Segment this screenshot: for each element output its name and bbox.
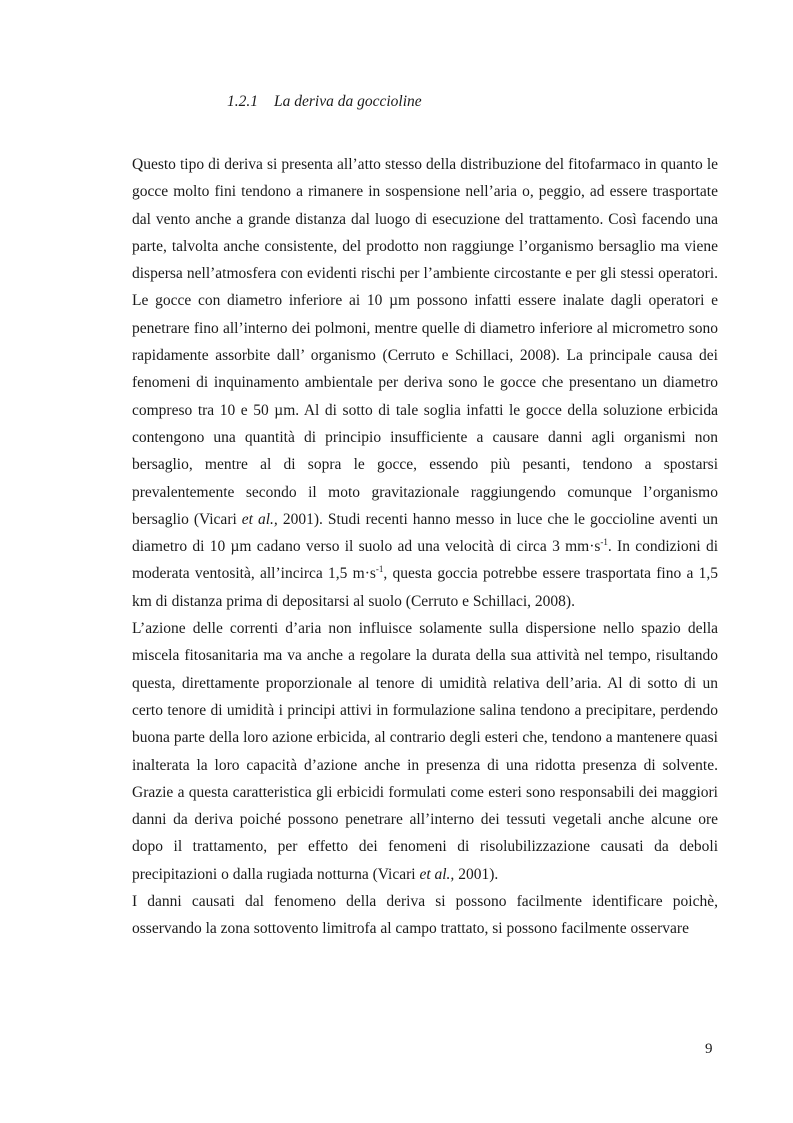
superscript-exponent: -1 xyxy=(600,537,608,548)
paragraph-3 xyxy=(132,888,718,943)
paragraph-1-part-c: . In condizioni di moderata ventosità, all’incirca 1,5 m·s xyxy=(132,538,718,583)
paragraph-2-part-a: L’azione delle correnti d’aria non influisce solamente sulla dispersione nello spazio della miscela fitosanitaria ma va anche a regolare la durata della sua attività nel tempo, risultando questa, direttamente proporzionale al tenore di umidità relativa dell’aria. Al di sotto di un certo tenore di umidità i principi attivi in formulazione salina tendono a precipitare, perdendo buona parte della loro azione erbicida, al contrario degli esteri che, tendono a mantenere quasi inalterata la loro capacità d’azione anche in presenza di una ridotta presenza di solvente. Grazie a questa caratteristica gli erbicidi formulati come esteri sono responsabili dei maggiori danni da deriva poiché possono penetrare all’interno dei tessuti vegetali anche alcune ore dopo il trattamento, per effetto dei fenomeni di risolubilizzazione causati da deboli precipitazioni o dalla rugiada notturna (Vicari xyxy=(132,620,718,883)
section-heading xyxy=(227,93,422,111)
paragraph-3-part-a: I danni causati dal fenomeno della deriva si possono facilmente identificare poichè, osservando la zona sottovento limitrofa al campo trattato, si possono facilmente osservare xyxy=(132,893,718,938)
citation-et-al: et al., xyxy=(419,865,455,883)
paragraph-2-part-b: 2001). xyxy=(454,865,499,883)
paragraph-1 xyxy=(132,151,718,615)
section-number: 1.2.1 xyxy=(227,93,258,110)
paragraph-2 xyxy=(132,615,718,888)
body-text xyxy=(132,151,718,943)
section-title: La deriva da goccioline xyxy=(274,93,422,110)
paragraph-1-part-b: 2001). Studi recenti hanno messo in luce che le goccioline aventi un diametro di 10 µm cadano verso il suolo ad una velocità di circa 3 mm·s xyxy=(132,510,718,556)
citation-et-al: et al., xyxy=(241,510,278,528)
paragraph-1-part-d: , questa goccia potrebbe essere trasportata fino a 1,5 km di distanza prima di depositarsi al suolo (Cerruto e Schillaci, 2008). xyxy=(132,565,718,610)
paragraph-1-part-a: Questo tipo di deriva si presenta all’atto stesso della distribuzione del fitofarmaco in quanto le gocce molto fini tendono a rimanere in sospensione nell’aria o, peggio, ad essere trasportate dal vento anche a grande distanza dal luogo di esecuzione del trattamento. Così facendo una parte, talvolta anche consistente, del prodotto non raggiunge l’organismo bersaglio ma viene dispersa nell’atmosfera con evidenti rischi per l’ambiente circostante e per gli stessi operatori. Le gocce con diametro inferiore ai 10 µm possono infatti essere inalate dagli operatori e penetrare fino all’interno dei polmoni, mentre quelle di diametro inferiore al micrometro sono rapidamente assorbite dall’ organismo (Cerruto e Schillaci, 2008). La principale causa dei fenomeni di inquinamento ambientale per deriva sono le gocce che presentano un diametro compreso tra 10 e 50 µm. Al di sotto di tale soglia infatti le gocce della soluzione erbicida contengono una quantità di principio insufficiente a causare danni agli organismi non bersaglio, mentre al di sopra le gocce, essendo più pesanti, tendono a spostarsi prevalentemente secondo il moto gravitazionale raggiungendo comunque l’organismo bersaglio (Vicari xyxy=(132,156,718,528)
superscript-exponent: -1 xyxy=(375,564,384,575)
page-number: 9 xyxy=(705,1041,713,1057)
